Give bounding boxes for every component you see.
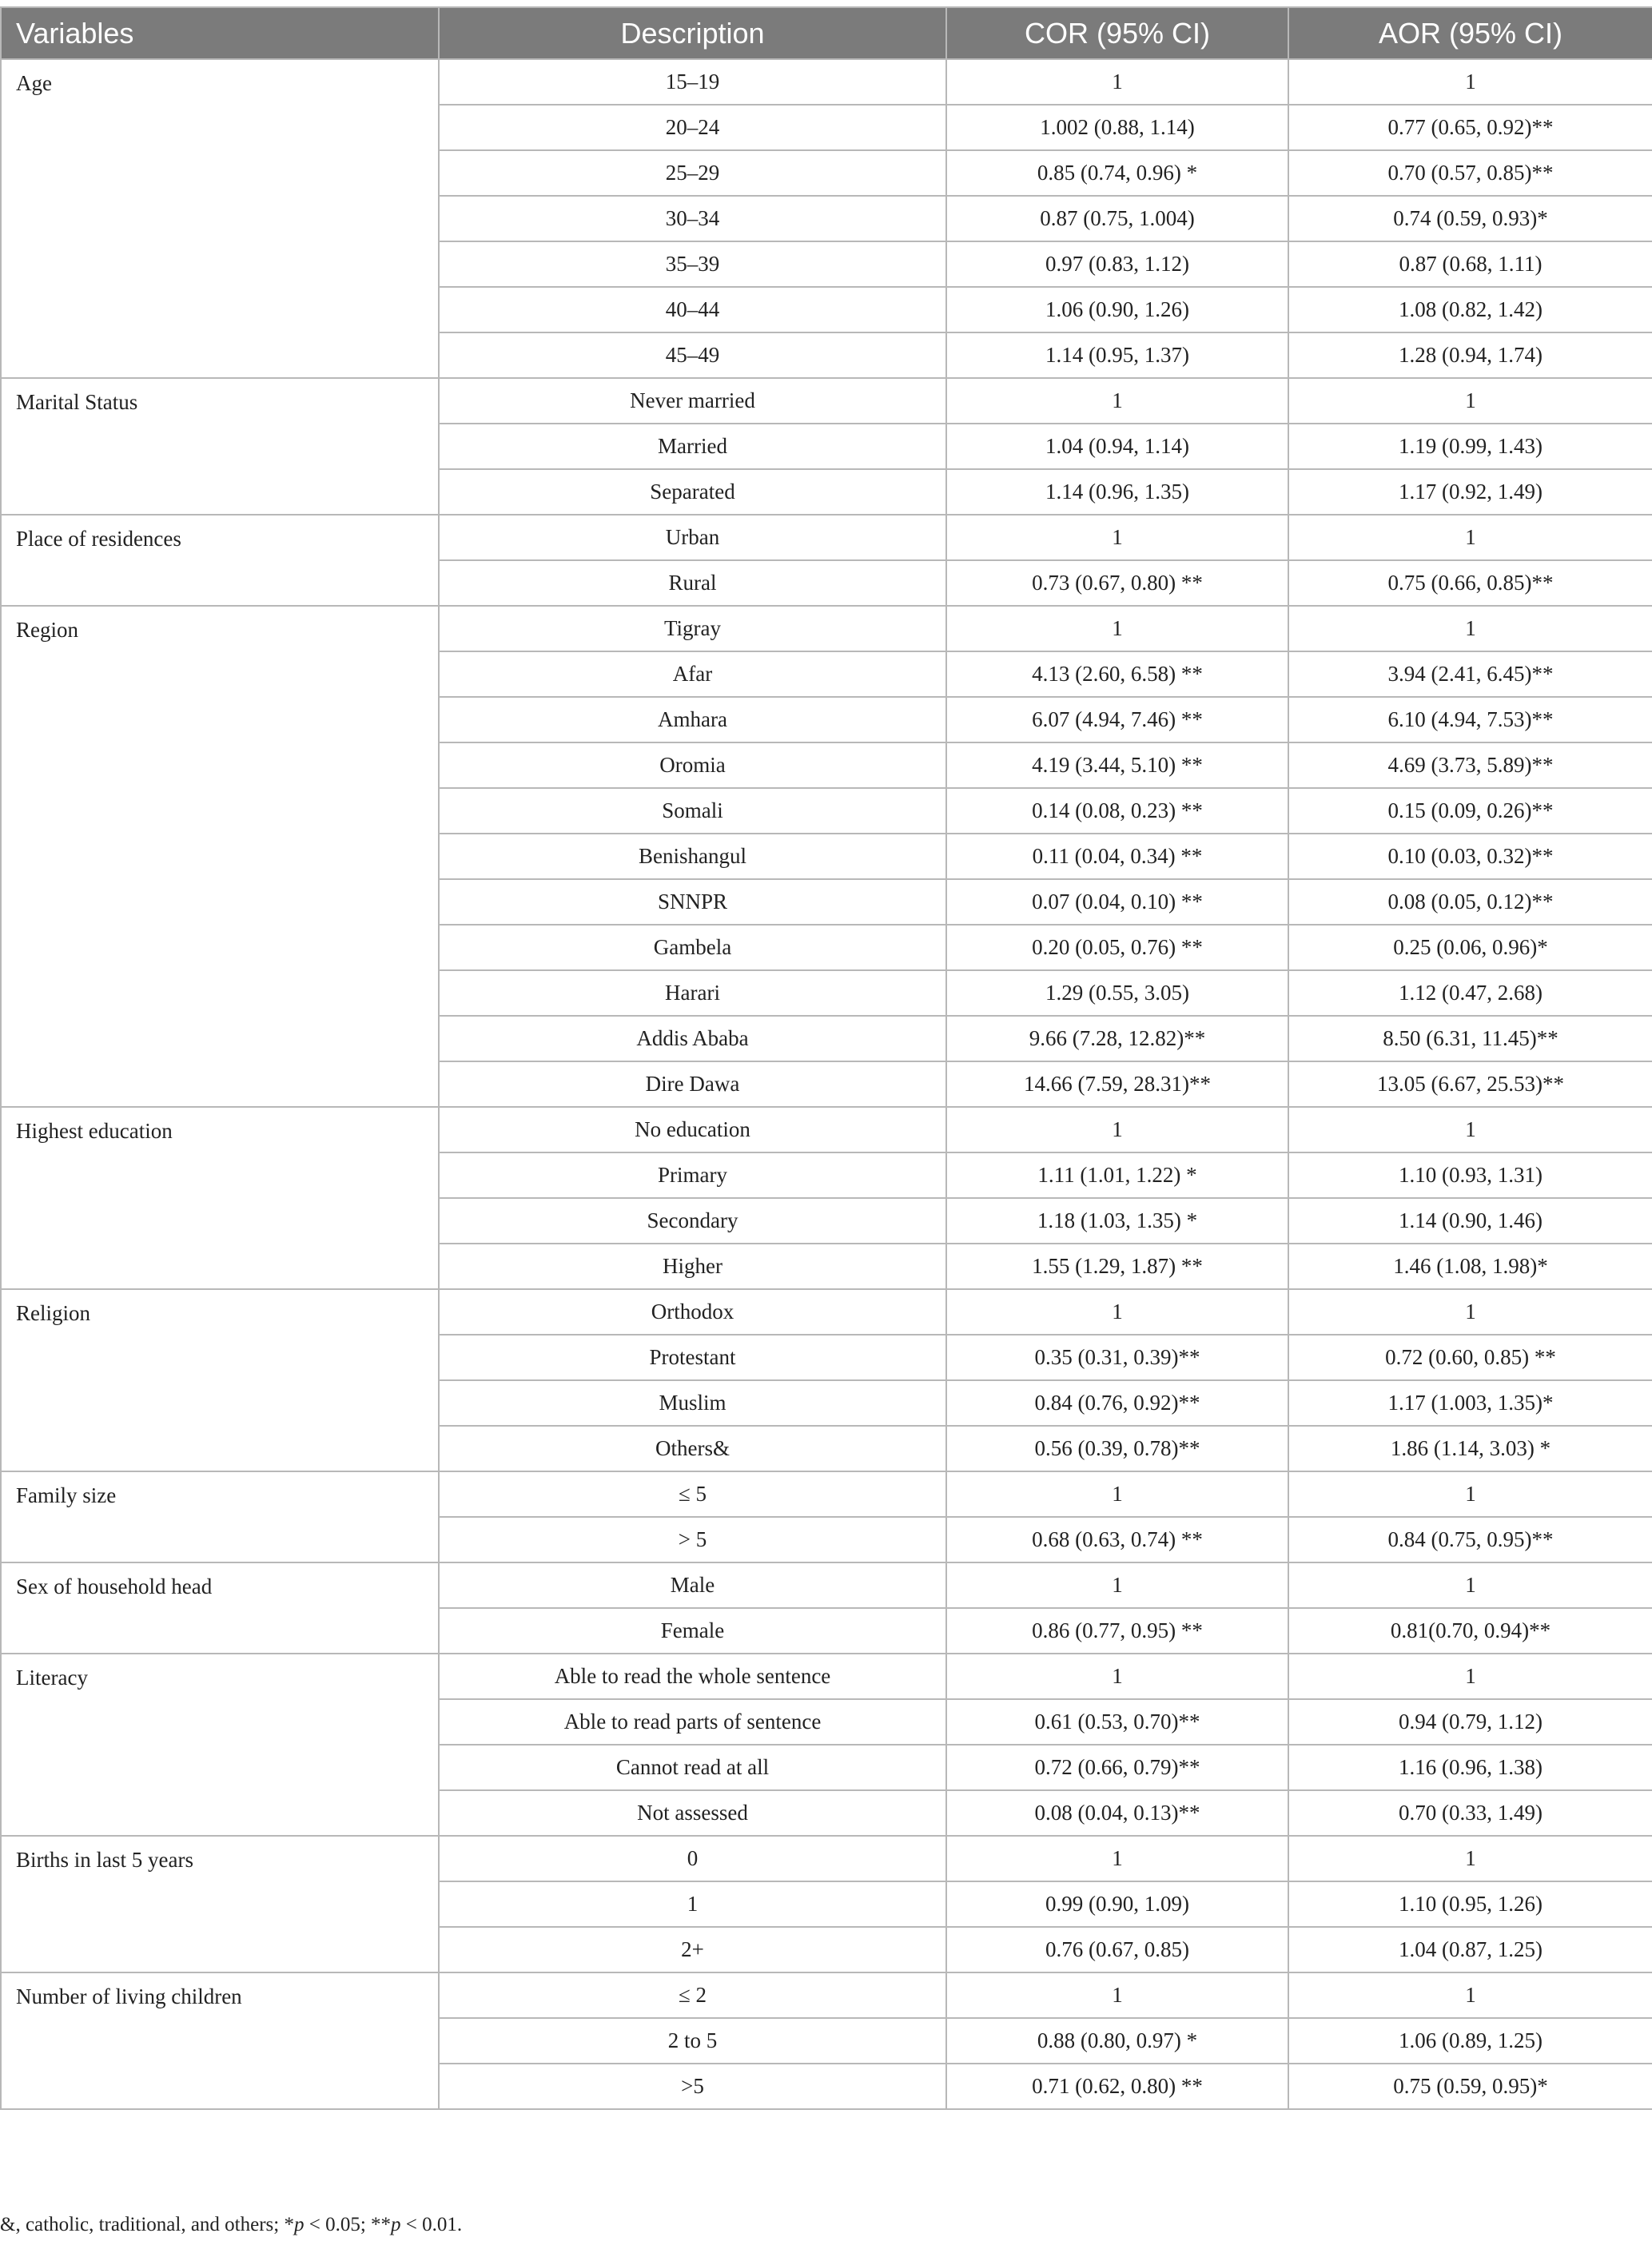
description-cell: Separated — [439, 469, 946, 515]
cor-cell: 1 — [946, 515, 1288, 560]
header-cor: COR (95% CI) — [946, 7, 1288, 59]
variable-cell: Marital Status — [1, 378, 439, 515]
cor-cell: 9.66 (7.28, 12.82)** — [946, 1016, 1288, 1061]
description-cell: Female — [439, 1608, 946, 1654]
cor-cell: 14.66 (7.59, 28.31)** — [946, 1061, 1288, 1107]
cor-cell: 0.14 (0.08, 0.23) ** — [946, 788, 1288, 834]
description-cell: 25–29 — [439, 150, 946, 196]
footnote-mid: < 0.05; ** — [304, 2214, 392, 2235]
cor-cell: 1.04 (0.94, 1.14) — [946, 424, 1288, 469]
aor-cell: 1 — [1288, 378, 1652, 424]
cor-cell: 1 — [946, 1471, 1288, 1517]
cor-cell: 0.56 (0.39, 0.78)** — [946, 1426, 1288, 1471]
cor-cell: 0.99 (0.90, 1.09) — [946, 1881, 1288, 1927]
aor-cell: 1 — [1288, 59, 1652, 105]
description-cell: 2+ — [439, 1927, 946, 1972]
table-body — [1, 59, 1652, 2109]
table-row — [1, 1289, 1652, 1335]
description-cell: 45–49 — [439, 332, 946, 378]
table-row — [1, 1471, 1652, 1517]
cor-cell: 4.13 (2.60, 6.58) ** — [946, 651, 1288, 697]
description-cell: Harari — [439, 970, 946, 1016]
aor-cell: 6.10 (4.94, 7.53)** — [1288, 697, 1652, 742]
cor-cell: 0.84 (0.76, 0.92)** — [946, 1380, 1288, 1426]
aor-cell: 1 — [1288, 515, 1652, 560]
cor-cell: 1 — [946, 1836, 1288, 1881]
description-cell: Afar — [439, 651, 946, 697]
variable-cell: Religion — [1, 1289, 439, 1471]
table-row — [1, 515, 1652, 560]
aor-cell: 1 — [1288, 1107, 1652, 1152]
aor-cell: 3.94 (2.41, 6.45)** — [1288, 651, 1652, 697]
aor-cell: 13.05 (6.67, 25.53)** — [1288, 1061, 1652, 1107]
aor-cell: 1.46 (1.08, 1.98)* — [1288, 1244, 1652, 1289]
description-cell: Able to read parts of sentence — [439, 1699, 946, 1745]
description-cell: Orthodox — [439, 1289, 946, 1335]
description-cell: 15–19 — [439, 59, 946, 105]
aor-cell: 4.69 (3.73, 5.89)** — [1288, 742, 1652, 788]
variable-cell: Age — [1, 59, 439, 378]
cor-cell: 1 — [946, 1562, 1288, 1608]
description-cell: Muslim — [439, 1380, 946, 1426]
aor-cell: 1.06 (0.89, 1.25) — [1288, 2018, 1652, 2064]
cor-cell: 0.61 (0.53, 0.70)** — [946, 1699, 1288, 1745]
aor-cell: 1 — [1288, 1562, 1652, 1608]
description-cell: Others& — [439, 1426, 946, 1471]
cor-cell: 0.86 (0.77, 0.95) ** — [946, 1608, 1288, 1654]
cor-cell: 0.85 (0.74, 0.96) * — [946, 150, 1288, 196]
aor-cell: 0.77 (0.65, 0.92)** — [1288, 105, 1652, 150]
aor-cell: 0.10 (0.03, 0.32)** — [1288, 834, 1652, 879]
cor-cell: 0.73 (0.67, 0.80) ** — [946, 560, 1288, 606]
aor-cell: 1.08 (0.82, 1.42) — [1288, 287, 1652, 332]
description-cell: Protestant — [439, 1335, 946, 1380]
description-cell: 2 to 5 — [439, 2018, 946, 2064]
aor-cell: 0.75 (0.66, 0.85)** — [1288, 560, 1652, 606]
cor-cell: 0.97 (0.83, 1.12) — [946, 241, 1288, 287]
description-cell: Oromia — [439, 742, 946, 788]
aor-cell: 8.50 (6.31, 11.45)** — [1288, 1016, 1652, 1061]
aor-cell: 1.10 (0.95, 1.26) — [1288, 1881, 1652, 1927]
description-cell: Gambela — [439, 925, 946, 970]
aor-cell: 1 — [1288, 1289, 1652, 1335]
aor-cell: 1.17 (0.92, 1.49) — [1288, 469, 1652, 515]
table-row — [1, 1836, 1652, 1881]
table-row — [1, 378, 1652, 424]
description-cell: Male — [439, 1562, 946, 1608]
description-cell: Benishangul — [439, 834, 946, 879]
aor-cell: 1.17 (1.003, 1.35)* — [1288, 1380, 1652, 1426]
header-aor: AOR (95% CI) — [1288, 7, 1652, 59]
description-cell: Addis Ababa — [439, 1016, 946, 1061]
cor-cell: 1.55 (1.29, 1.87) ** — [946, 1244, 1288, 1289]
table-row — [1, 1972, 1652, 2018]
description-cell: No education — [439, 1107, 946, 1152]
cor-cell: 0.08 (0.04, 0.13)** — [946, 1790, 1288, 1836]
description-cell: 0 — [439, 1836, 946, 1881]
table-row — [1, 1654, 1652, 1699]
table-row — [1, 606, 1652, 651]
aor-cell: 0.70 (0.33, 1.49) — [1288, 1790, 1652, 1836]
cor-cell: 0.76 (0.67, 0.85) — [946, 1927, 1288, 1972]
description-cell: 40–44 — [439, 287, 946, 332]
table-footnote — [0, 2214, 462, 2236]
aor-cell: 0.72 (0.60, 0.85) ** — [1288, 1335, 1652, 1380]
aor-cell: 0.25 (0.06, 0.96)* — [1288, 925, 1652, 970]
aor-cell: 1 — [1288, 1972, 1652, 2018]
description-cell: > 5 — [439, 1517, 946, 1562]
cor-cell: 0.35 (0.31, 0.39)** — [946, 1335, 1288, 1380]
cor-cell: 0.87 (0.75, 1.004) — [946, 196, 1288, 241]
aor-cell: 0.15 (0.09, 0.26)** — [1288, 788, 1652, 834]
aor-cell: 0.87 (0.68, 1.11) — [1288, 241, 1652, 287]
description-cell: Rural — [439, 560, 946, 606]
cor-cell: 6.07 (4.94, 7.46) ** — [946, 697, 1288, 742]
description-cell: >5 — [439, 2064, 946, 2109]
variable-cell: Births in last 5 years — [1, 1836, 439, 1972]
header-row — [1, 7, 1652, 59]
cor-cell: 1 — [946, 59, 1288, 105]
cor-cell: 0.71 (0.62, 0.80) ** — [946, 2064, 1288, 2109]
aor-cell: 1 — [1288, 1654, 1652, 1699]
description-cell: Somali — [439, 788, 946, 834]
variable-cell: Place of residences — [1, 515, 439, 606]
variable-cell: Number of living children — [1, 1972, 439, 2109]
description-cell: ≤ 2 — [439, 1972, 946, 2018]
aor-cell: 0.94 (0.79, 1.12) — [1288, 1699, 1652, 1745]
aor-cell: 0.84 (0.75, 0.95)** — [1288, 1517, 1652, 1562]
description-cell: 30–34 — [439, 196, 946, 241]
footnote-p1: p — [293, 2214, 305, 2235]
aor-cell: 1.14 (0.90, 1.46) — [1288, 1198, 1652, 1244]
aor-cell: 1 — [1288, 606, 1652, 651]
aor-cell: 1 — [1288, 1836, 1652, 1881]
table-row — [1, 1562, 1652, 1608]
table-row — [1, 59, 1652, 105]
cor-cell: 1 — [946, 1289, 1288, 1335]
aor-cell: 1.28 (0.94, 1.74) — [1288, 332, 1652, 378]
variable-cell: Highest education — [1, 1107, 439, 1289]
cor-cell: 4.19 (3.44, 5.10) ** — [946, 742, 1288, 788]
cor-cell: 1 — [946, 1654, 1288, 1699]
cor-cell: 1.18 (1.03, 1.35) * — [946, 1198, 1288, 1244]
variable-cell: Region — [1, 606, 439, 1107]
description-cell: Amhara — [439, 697, 946, 742]
cor-cell: 1.11 (1.01, 1.22) * — [946, 1152, 1288, 1198]
cor-cell: 1.14 (0.95, 1.37) — [946, 332, 1288, 378]
aor-cell: 0.81(0.70, 0.94)** — [1288, 1608, 1652, 1654]
description-cell: Tigray — [439, 606, 946, 651]
cor-cell: 0.07 (0.04, 0.10) ** — [946, 879, 1288, 925]
cor-cell: 0.72 (0.66, 0.79)** — [946, 1745, 1288, 1790]
cor-cell: 1 — [946, 1972, 1288, 2018]
cor-cell: 1 — [946, 606, 1288, 651]
header-description: Description — [439, 7, 946, 59]
description-cell: 20–24 — [439, 105, 946, 150]
description-cell: Never married — [439, 378, 946, 424]
footnote-suffix: < 0.01. — [400, 2214, 463, 2235]
description-cell: Dire Dawa — [439, 1061, 946, 1107]
aor-cell: 1.04 (0.87, 1.25) — [1288, 1927, 1652, 1972]
variable-cell: Sex of household head — [1, 1562, 439, 1654]
aor-cell: 1.86 (1.14, 3.03) * — [1288, 1426, 1652, 1471]
description-cell: Higher — [439, 1244, 946, 1289]
description-cell: 35–39 — [439, 241, 946, 287]
cor-cell: 1.29 (0.55, 3.05) — [946, 970, 1288, 1016]
description-cell: Urban — [439, 515, 946, 560]
description-cell: SNNPR — [439, 879, 946, 925]
aor-cell: 1.10 (0.93, 1.31) — [1288, 1152, 1652, 1198]
description-cell: 1 — [439, 1881, 946, 1927]
cor-cell: 0.88 (0.80, 0.97) * — [946, 2018, 1288, 2064]
cor-cell: 1.06 (0.90, 1.26) — [946, 287, 1288, 332]
cor-cell: 1 — [946, 1107, 1288, 1152]
cor-cell: 0.11 (0.04, 0.34) ** — [946, 834, 1288, 879]
description-cell: ≤ 5 — [439, 1471, 946, 1517]
aor-cell: 1.19 (0.99, 1.43) — [1288, 424, 1652, 469]
description-cell: Married — [439, 424, 946, 469]
cor-cell: 0.20 (0.05, 0.76) ** — [946, 925, 1288, 970]
description-cell: Not assessed — [439, 1790, 946, 1836]
regression-table — [0, 6, 1652, 2110]
aor-cell: 1 — [1288, 1471, 1652, 1517]
table-row — [1, 1107, 1652, 1152]
header-variables: Variables — [1, 7, 439, 59]
aor-cell: 0.75 (0.59, 0.95)* — [1288, 2064, 1652, 2109]
aor-cell: 0.08 (0.05, 0.12)** — [1288, 879, 1652, 925]
cor-cell: 1.14 (0.96, 1.35) — [946, 469, 1288, 515]
cor-cell: 1 — [946, 378, 1288, 424]
cor-cell: 1.002 (0.88, 1.14) — [946, 105, 1288, 150]
aor-cell: 0.70 (0.57, 0.85)** — [1288, 150, 1652, 196]
cor-cell: 0.68 (0.63, 0.74) ** — [946, 1517, 1288, 1562]
aor-cell: 1.16 (0.96, 1.38) — [1288, 1745, 1652, 1790]
description-cell: Cannot read at all — [439, 1745, 946, 1790]
footnote-p2: p — [391, 2214, 401, 2235]
footnote-prefix: &, catholic, traditional, and others; * — [0, 2214, 294, 2235]
description-cell: Able to read the whole sentence — [439, 1654, 946, 1699]
description-cell: Primary — [439, 1152, 946, 1198]
aor-cell: 1.12 (0.47, 2.68) — [1288, 970, 1652, 1016]
description-cell: Secondary — [439, 1198, 946, 1244]
variable-cell: Literacy — [1, 1654, 439, 1836]
variable-cell: Family size — [1, 1471, 439, 1562]
aor-cell: 0.74 (0.59, 0.93)* — [1288, 196, 1652, 241]
